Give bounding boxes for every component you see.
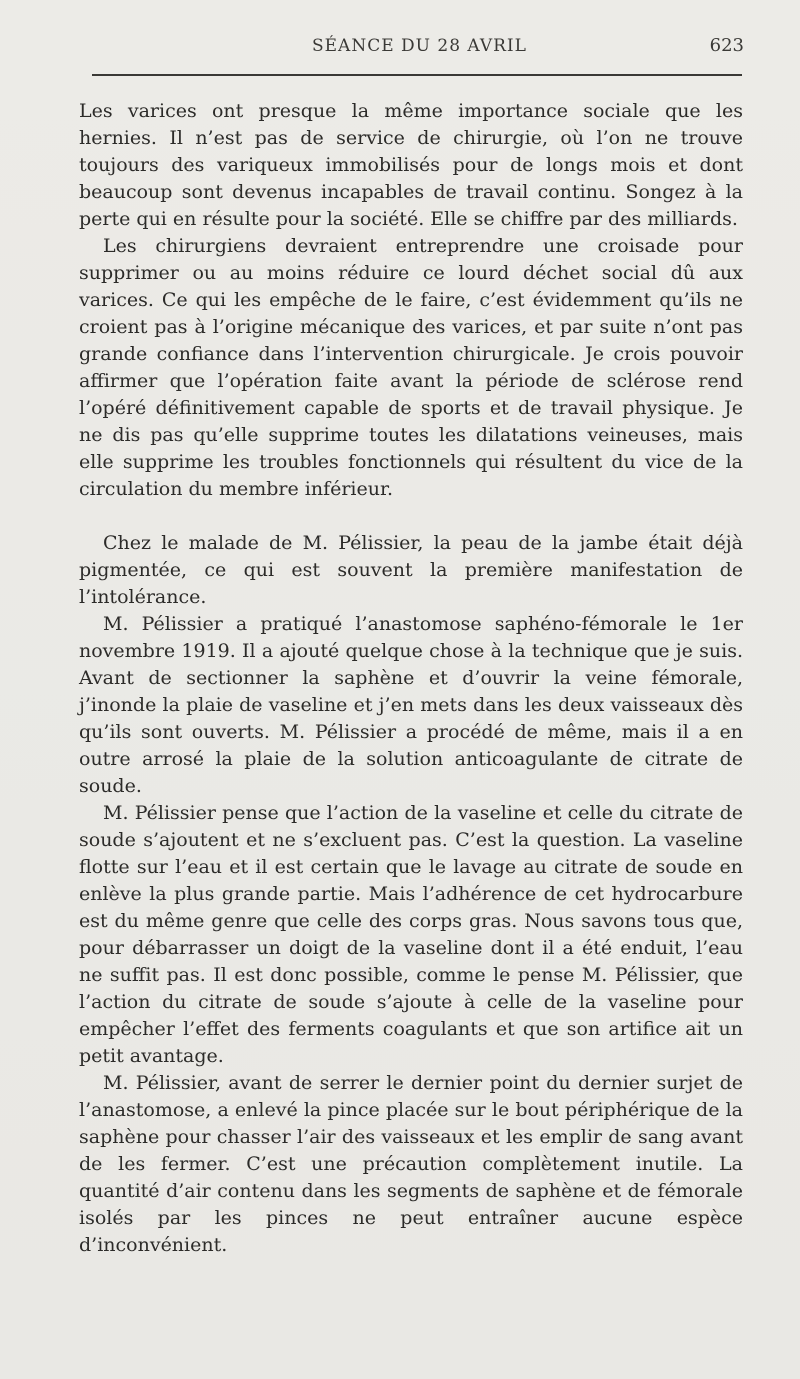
paragraph: Chez le malade de M. Pélissier, la peau de la jambe était déjà pigmentée, ce qui est souvent la première manifestation de l’intolérance. xyxy=(79,532,743,608)
paragraph: Les varices ont presque la même importance sociale que les hernies. Il n’est pas de service de chirurgie, où l’on ne trouve toujours des variqueux immobilisés pour de longs mois et dont beaucoup sont devenus incapables de travail continu. Songez à la perte qui en résulte pour la société. Elle se chiffre par des milliards. xyxy=(79,100,743,230)
header-rule xyxy=(92,74,742,76)
paragraph: Les chirurgiens devraient entreprendre une croisade pour supprimer ou au moins réduire ce lourd déchet social dû aux varices. Ce qui les empêche de le faire, c’est évidemment qu’ils ne croient pas à l’origine mécanique des varices, et par suite n’ont pas grande confiance dans l’intervention chirurgicale. Je crois pouvoir affirmer que l’opération faite avant la période de sclérose rend l’opéré définitivement capable de sports et de travail physique. Je ne dis pas qu’elle supprime toutes les dilatations veineuses, mais elle supprime les troubles fonctionnels qui résultent du vice de la circulation du membre inférieur. xyxy=(79,235,743,500)
body-text xyxy=(79,98,743,1259)
paragraph: M. Pélissier, avant de serrer le dernier point du dernier surjet de l’anastomose, a enlevé la pince placée sur le bout périphérique de la saphène pour chasser l’air des vaisseaux et les emplir de sang avant de les fermer. C’est une précaution complètement inutile. La quantité d’air contenu dans les segments de saphène et de fémorale isolés par les pinces ne peut entraîner aucune espèce d’inconvénient. xyxy=(79,1072,743,1256)
paragraph: M. Pélissier pense que l’action de la vaseline et celle du citrate de soude s’ajoutent et ne s’excluent pas. C’est la question. La vaseline flotte sur l’eau et il est certain que le lavage au citrate de soude en enlève la plus grande partie. Mais l’adhérence de cet hydrocarbure est du même genre que celle des corps gras. Nous savons tous que, pour débarrasser un doigt de la vaseline dont il a été enduit, l’eau ne suffit pas. Il est donc possible, comme le pense M. Pélissier, que l’action du citrate de soude s’ajoute à celle de la vaseline pour empêcher l’effet des ferments coagulants et que son artifice ait un petit avantage. xyxy=(79,802,743,1067)
running-title: SÉANCE DU 28 AVRIL xyxy=(312,36,527,56)
paragraph: M. Pélissier a pratiqué l’anastomose saphéno-fémorale le 1er novembre 1919. Il a ajouté quelque chose à la technique que je suis. Avant de sectionner la saphène et d’ouvrir la veine fémorale, j’inonde la plaie de vaseline et j’en mets dans les deux vaisseaux dès qu’ils sont ouverts. M. Pélissier a procédé de même, mais il a en outre arrosé la plaie de la solution anticoagulante de citrate de soude. xyxy=(79,613,743,797)
page-number: 623 xyxy=(709,35,744,56)
